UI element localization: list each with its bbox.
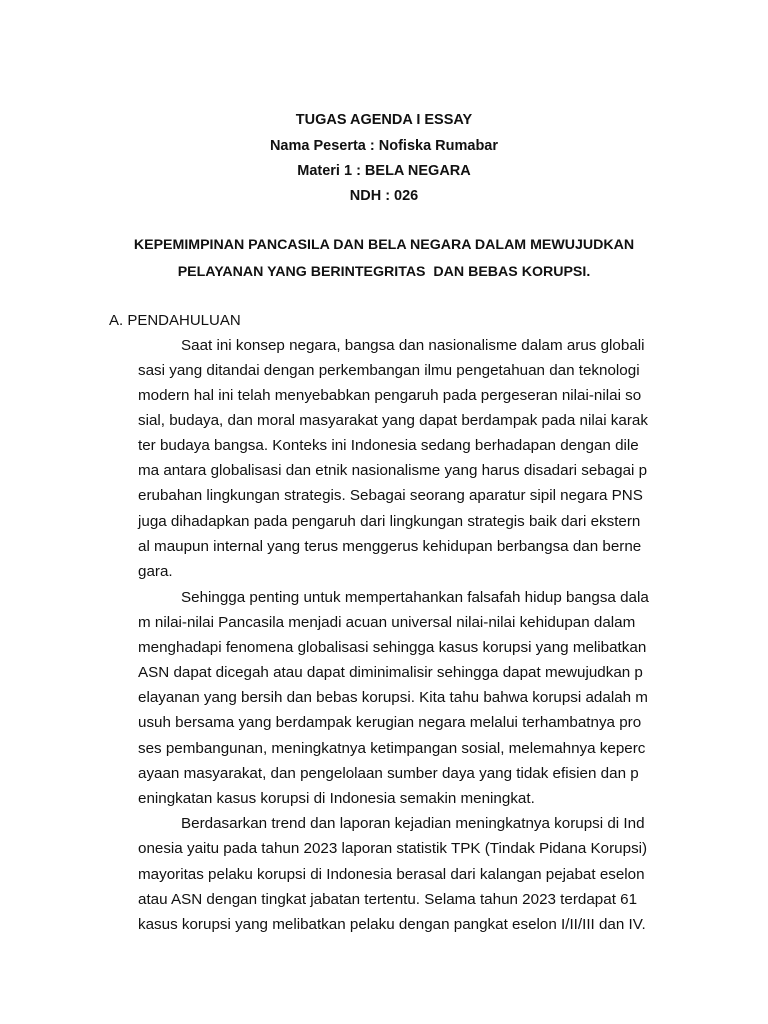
paragraph-line: usuh bersama yang berdampak kerugian negara melalui terhambatnya pro: [138, 714, 642, 731]
paragraph-line: Berdasarkan trend dan laporan kejadian meningkatnya korupsi di Ind: [181, 815, 645, 832]
paragraph-line: ayaan masyarakat, dan pengelolaan sumber daya yang tidak efisien dan p: [138, 765, 639, 782]
paragraph-line: juga dihadapkan pada pengaruh dari lingkungan strategis baik dari ekstern: [138, 513, 641, 530]
paragraph-line: gara.: [138, 563, 173, 580]
paragraph-line: m nilai-nilai Pancasila menjadi acuan universal nilai-nilai kehidupan dalam: [138, 614, 636, 631]
paragraph-line: al maupun internal yang terus menggerus kehidupan berbangsa dan berne: [138, 538, 642, 555]
header-material: Materi 1 : BELA NEGARA: [297, 163, 471, 179]
section-heading: A. PENDAHULUAN: [109, 312, 241, 329]
paragraph-line: Saat ini konsep negara, bangsa dan nasionalisme dalam arus globali: [181, 337, 645, 354]
header-participant-name: Nama Peserta : Nofiska Rumabar: [269, 138, 499, 154]
paragraph-line: menghadapi fenomena globalisasi sehingga kasus korupsi yang melibatkan: [138, 639, 647, 656]
header-ndh: NDH : 026: [349, 188, 419, 204]
paragraph-line: ASN dapat dicegah atau dapat diminimalisir sehingga dapat mewujudkan p: [138, 664, 643, 681]
paragraph-line: Sehingga penting untuk mempertahankan falsafah hidup bangsa dala: [181, 589, 649, 606]
paragraph-line: sial, budaya, dan moral masyarakat yang dapat berdampak pada nilai karak: [138, 412, 648, 429]
header-assignment-title: TUGAS AGENDA I ESSAY: [295, 112, 473, 128]
paragraph-line: sasi yang ditandai dengan perkembangan ilmu pengetahuan dan teknologi: [138, 362, 640, 379]
paragraph-line: eningkatan kasus korupsi di Indonesia semakin meningkat.: [138, 790, 535, 807]
paragraph-line: atau ASN dengan tingkat jabatan tertentu. Selama tahun 2023 terdapat 61: [138, 891, 638, 908]
paragraph-line: ses pembangunan, meningkatnya ketimpangan sosial, melemahnya keperc: [138, 740, 646, 757]
paragraph-line: onesia yaitu pada tahun 2023 laporan statistik TPK (Tindak Pidana Korupsi): [138, 840, 648, 857]
paragraph-line: erubahan lingkungan strategis. Sebagai seorang aparatur sipil negara PNS: [138, 487, 643, 504]
paragraph-line: ma antara globalisasi dan etnik nasionalisme yang harus disadari sebagai p: [138, 462, 648, 479]
paragraph-line: ter budaya bangsa. Konteks ini Indonesia sedang berhadapan dengan dile: [138, 437, 639, 454]
paragraph-line: modern hal ini telah menyebabkan pengaruh pada pergeseran nilai-nilai so: [138, 387, 642, 404]
paragraph-line: mayoritas pelaku korupsi di Indonesia berasal dari kalangan pejabat eselon: [138, 866, 645, 883]
paragraph-line: kasus korupsi yang melibatkan pelaku dengan pangkat eselon I/II/III dan IV.: [138, 916, 646, 933]
essay-title-line-2: PELAYANAN YANG BERINTEGRITAS DAN BEBAS KORUPSI.: [177, 264, 591, 280]
paragraph-line: elayanan yang bersih dan bebas korupsi. Kita tahu bahwa korupsi adalah m: [138, 689, 648, 706]
essay-title-line-1: KEPEMIMPINAN PANCASILA DAN BELA NEGARA DALAM MEWUJUDKAN: [133, 237, 635, 253]
